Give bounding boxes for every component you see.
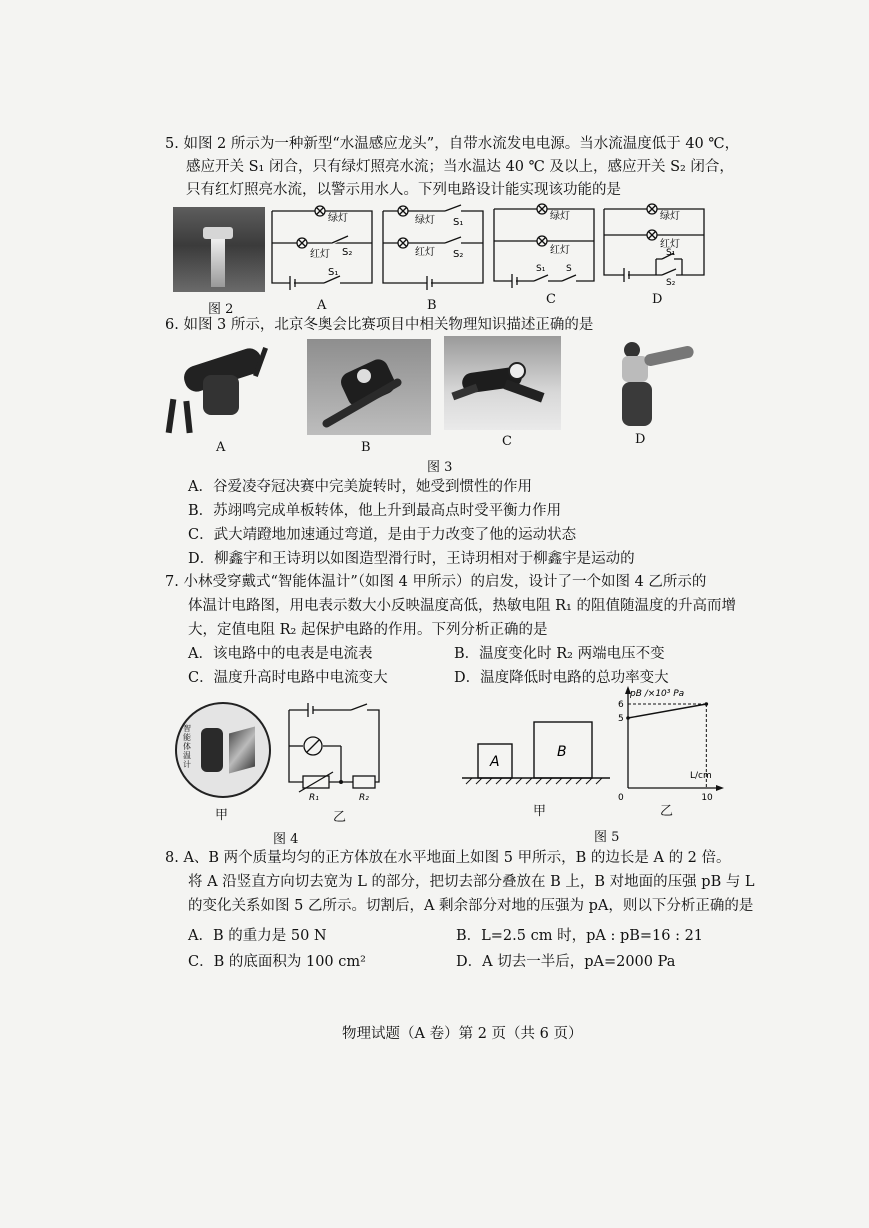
- y-tick-6: 6: [618, 700, 624, 710]
- q8-line-3: 的变化关系如图 5 乙所示。切割后，A 剩余部分对地的压强为 pA，则以下分析正确的是: [188, 898, 754, 914]
- label-s1: S₁: [536, 264, 546, 274]
- label-red-lamp: 红灯: [310, 249, 330, 260]
- pressure-graph: [612, 684, 732, 804]
- label-r2: R₂: [359, 793, 369, 803]
- q6-option-d: D．柳鑫宇和王诗玥以如图造型滑行时，王诗玥相对于柳鑫宇是运动的: [188, 551, 635, 567]
- x-axis-arrow: [716, 785, 724, 791]
- thermometer-circuit: [289, 704, 389, 803]
- fig5-jia: 甲: [533, 804, 547, 819]
- fig5-caption: 图 5: [594, 830, 620, 845]
- photo-speed-skater: [444, 336, 561, 430]
- fig4-yi: 乙: [333, 810, 347, 825]
- page-footer: 物理试题（A 卷）第 2 页（共 6 页）: [342, 1026, 583, 1042]
- q8-option-a: A．B 的重力是 50 N: [188, 928, 327, 944]
- q8-option-c: C．B 的底面积为 100 cm²: [188, 954, 366, 970]
- photo-ice-dance: [604, 336, 700, 432]
- q5-line-2: 感应开关 S₁ 闭合，只有绿灯照亮水流；当水温达 40 ℃ 及以上，感应开关 S₂ 闭合，: [186, 159, 734, 175]
- fig5-yi: 乙: [660, 804, 674, 819]
- y-tick-5: 5: [618, 714, 624, 724]
- option-a-label: A: [317, 298, 327, 313]
- block-b-label: B: [557, 744, 567, 760]
- y-axis-label: pB /×10³ Pa: [630, 689, 685, 699]
- block-a-label: A: [490, 754, 500, 770]
- circuit-c: [494, 203, 594, 288]
- option-d-label: D: [652, 292, 663, 307]
- fig2-caption: 图 2: [208, 302, 234, 317]
- fig3-label-c: C: [502, 434, 512, 449]
- fig4-jia: 甲: [215, 808, 229, 823]
- q7-option-a: A．该电路中的电表是电流表: [188, 646, 373, 662]
- smart-thermometer-image: [175, 702, 271, 798]
- q8-line-2: 将 A 沿竖直方向切去宽为 L 的部分，把切去部分叠放在 B 上，B 对地面的压强 pB 与 L: [188, 874, 755, 890]
- q6-stem: 6. 如图 3 所示，北京冬奥会比赛项目中相关物理知识描述正确的是: [165, 317, 594, 333]
- q6-option-c: C．武大靖蹬地加速通过弯道，是由于力改变了他的运动状态: [188, 527, 577, 543]
- photo-snowboarder: [307, 339, 431, 435]
- label-r1: R₁: [309, 793, 319, 803]
- x-axis-label: L/cm: [690, 771, 712, 781]
- label-s1: S₁: [328, 267, 339, 278]
- label-green-lamp: 绿灯: [328, 213, 348, 224]
- label-s2: S₂: [342, 247, 353, 258]
- q5-line-3: 只有红灯照亮水流，以警示用水人。下列电路设计能实现该功能的是: [186, 182, 621, 198]
- option-b-label: B: [427, 298, 437, 313]
- label-green-lamp: 绿灯: [415, 215, 435, 226]
- option-c-label: C: [546, 292, 556, 307]
- circuit-a: [272, 205, 372, 290]
- circuit-b: [383, 205, 483, 290]
- faucet-photo: [173, 207, 265, 292]
- q7-option-b: B．温度变化时 R₂ 两端电压不变: [454, 646, 665, 662]
- label-red-lamp: 红灯: [415, 247, 435, 258]
- data-line: [628, 704, 706, 718]
- label-red-lamp: 红灯: [550, 245, 570, 256]
- data-point: [626, 716, 630, 720]
- q5-line-1: 5. 如图 2 所示为一种新型“水温感应龙头”，自带水流发电电源。当水流温度低于 40 ℃，: [165, 136, 740, 152]
- q7-option-c: C．温度升高时电路中电流变大: [188, 670, 388, 686]
- label-red-lamp: 红灯: [660, 239, 680, 250]
- q8-line-1: 8. A、B 两个质量均匀的正方体放在水平地面上如图 5 甲所示，B 的边长是 A 的 2 倍。: [165, 850, 731, 866]
- label-s2-alt: S: [566, 264, 572, 274]
- fig3-label-d: D: [635, 432, 646, 447]
- x-tick-10: 10: [701, 793, 713, 803]
- blocks-figure: [462, 718, 612, 788]
- origin-label: 0: [618, 793, 624, 803]
- q8-option-d: D．A 切去一半后，pA=2000 Pa: [456, 954, 676, 970]
- q7-line-2: 体温计电路图，用电表示数大小反映温度高低，热敏电阻 R₁ 的阻值随温度的升高而增: [188, 598, 736, 614]
- fig4-caption: 图 4: [273, 832, 299, 847]
- q8-option-b: B．L=2.5 cm 时，pA : pB=16 : 21: [456, 928, 704, 944]
- q7-line-1: 7. 小林受穿戴式“智能体温计”（如图 4 甲所示）的启发，设计了一个如图 4 乙所示的: [165, 574, 707, 590]
- data-point: [705, 702, 709, 706]
- label-s2: S₂: [453, 249, 464, 260]
- q6-option-b: B．苏翊鸣完成单板转体，他上升到最高点时受平衡力作用: [188, 503, 562, 519]
- label-s2: S₂: [666, 278, 676, 288]
- label-s1: S₁: [666, 248, 676, 258]
- q7-option-d: D．温度降低时电路的总功率变大: [454, 670, 669, 686]
- circuit-d: [604, 203, 704, 288]
- q6-option-a: A．谷爱凌夺冠决赛中完美旋转时，她受到惯性的作用: [188, 479, 532, 495]
- label-green-lamp: 绿灯: [660, 211, 680, 222]
- device-text: 智能体温计: [183, 724, 191, 769]
- q7-line-3: 大，定值电阻 R₂ 起保护电路的作用。下列分析正确的是: [188, 622, 548, 638]
- label-green-lamp: 绿灯: [550, 211, 570, 222]
- label-s1: S₁: [453, 217, 464, 228]
- photo-freestyle-skier: [163, 339, 293, 437]
- fig3-caption: 图 3: [427, 460, 453, 475]
- fig3-label-b: B: [361, 440, 371, 455]
- fig3-label-a: A: [216, 440, 226, 455]
